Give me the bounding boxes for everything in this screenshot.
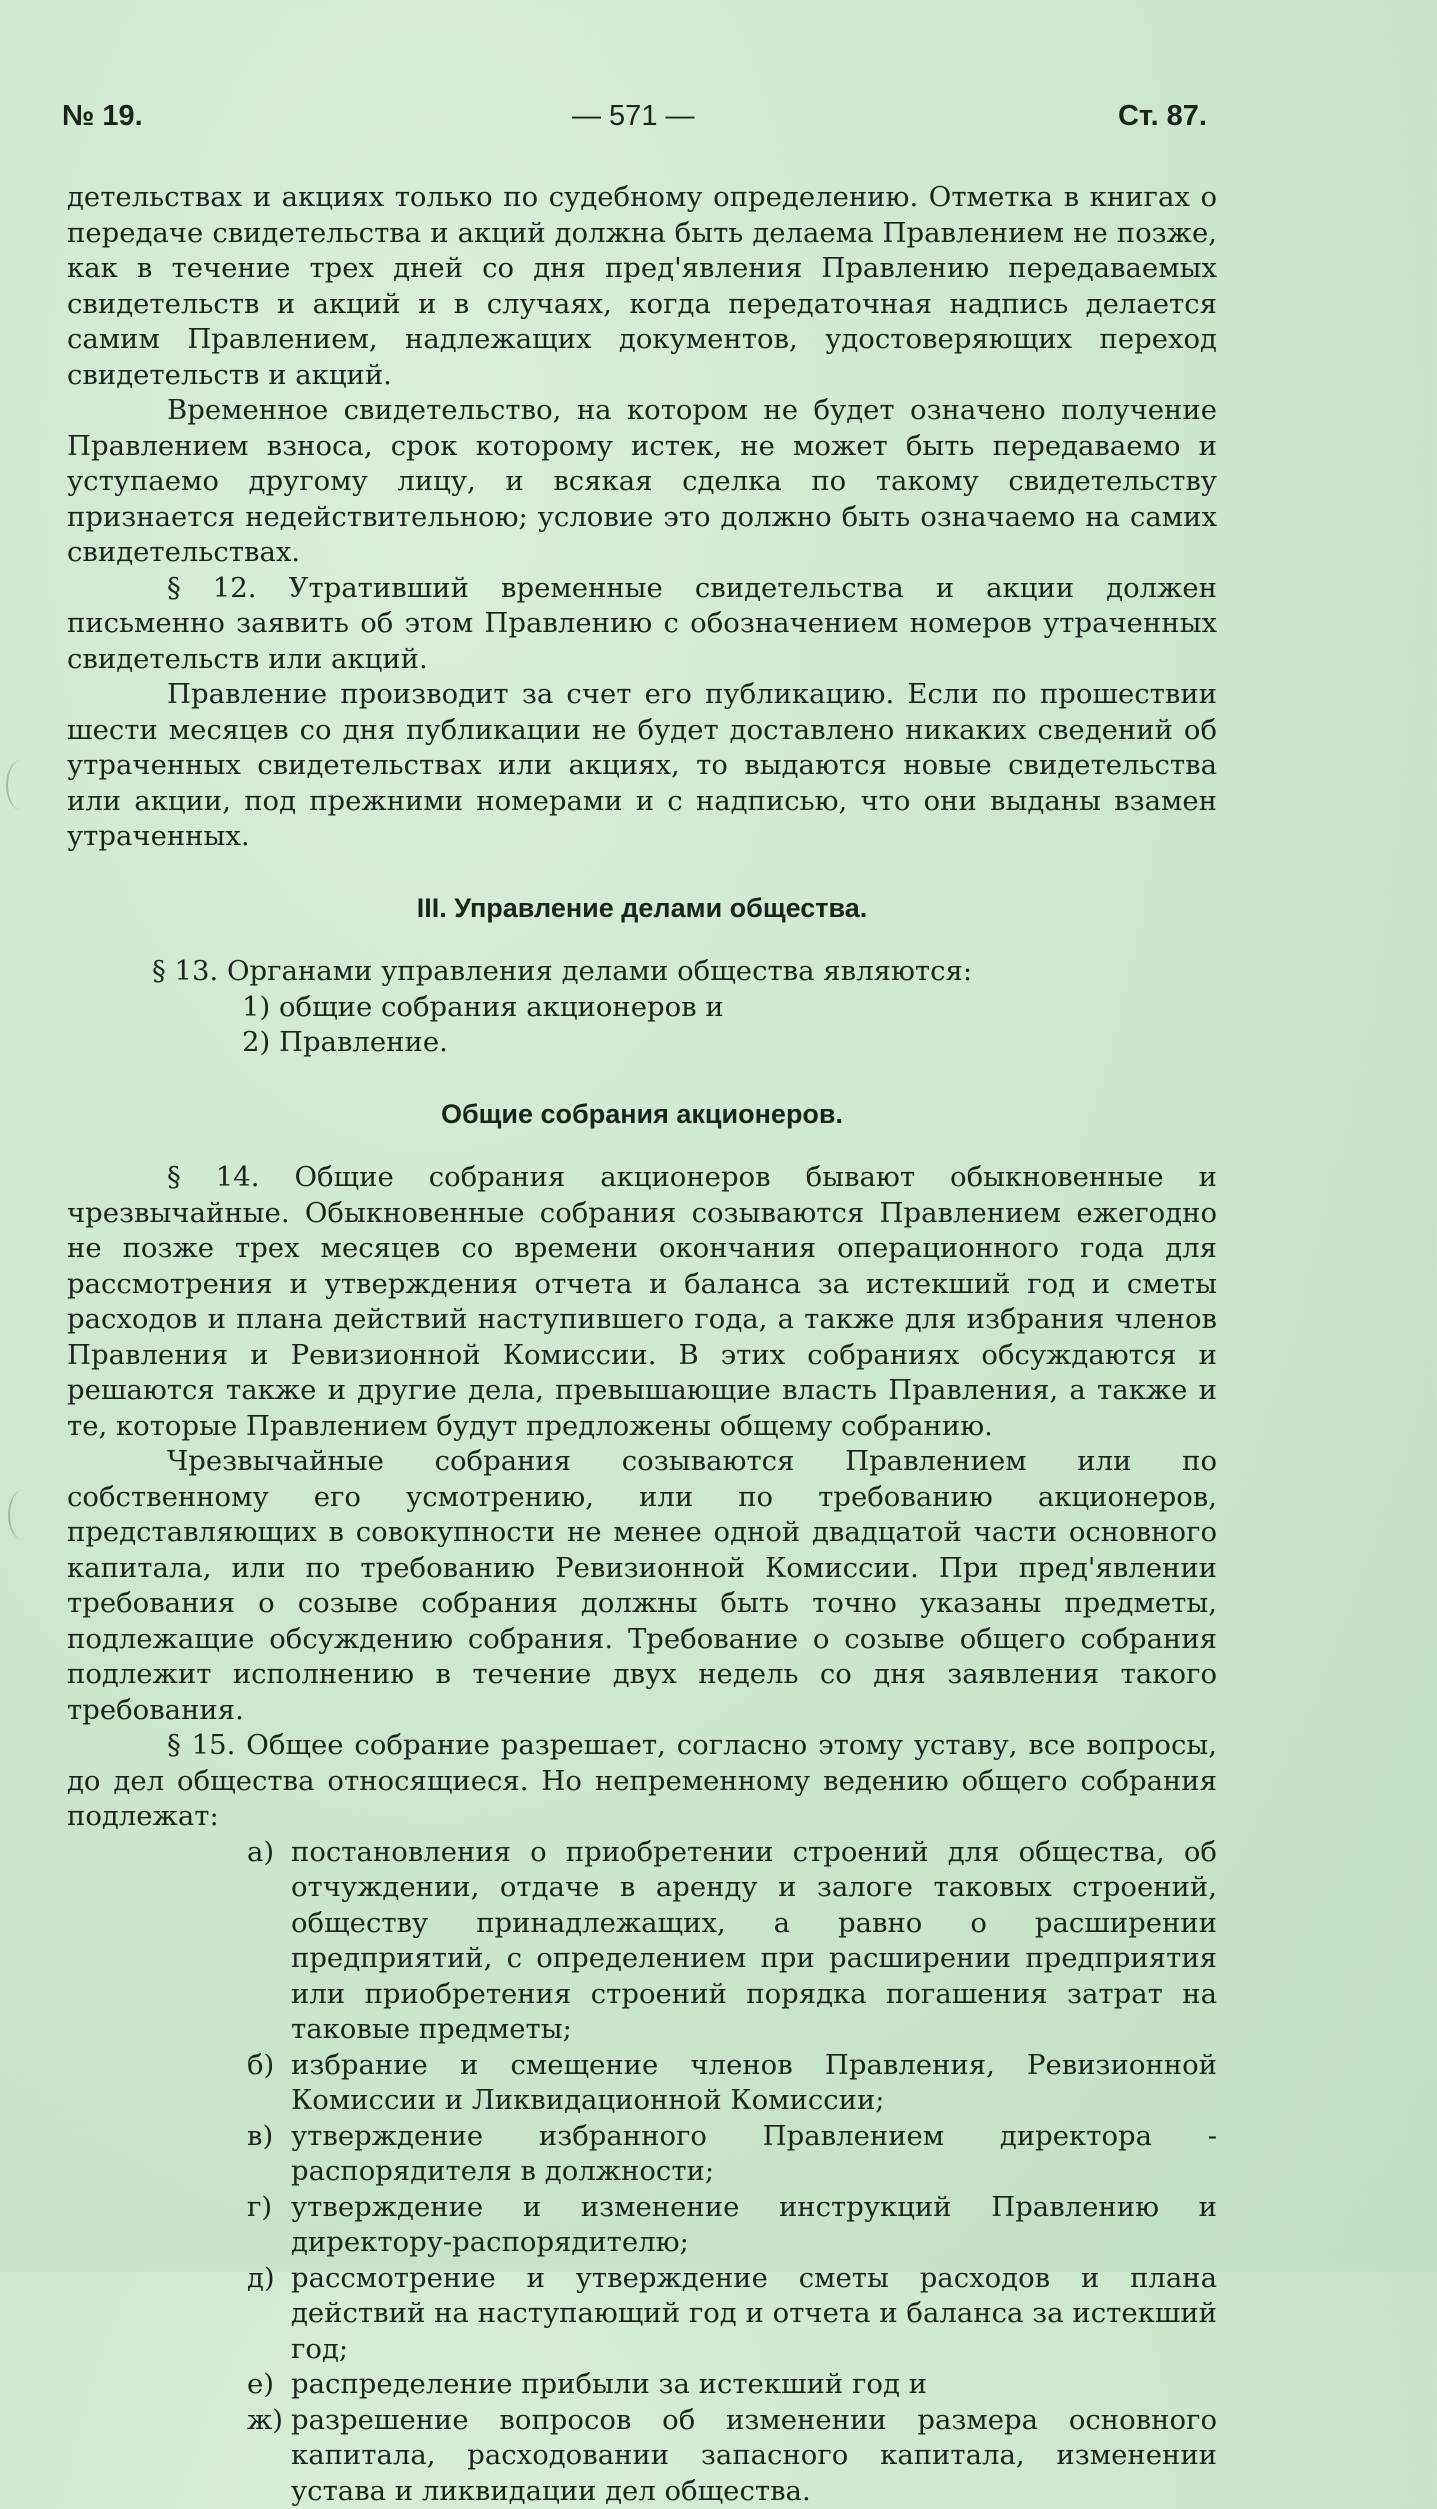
article-number: Ст. 87. (1118, 100, 1207, 133)
item-letter: е) (247, 2367, 291, 2403)
margin-mark (6, 760, 36, 810)
page-header (62, 100, 1207, 150)
list-item (247, 2048, 1217, 2119)
margin-mark (8, 1490, 38, 1540)
paragraph: Чрезвычайные собрания созываются Правлением или по собственному его усмотрению, или по требованию акционеров, представляющих в совокупности не менее одной двадцатой части основного капитала, или по требованию Ревизионной Комиссии. При пред'явлении требования о созыве собрания должны быть точно указаны предметы, подлежащие обсуждению собрания. Требование о созыве общего собрания подлежит исполнению в течение двух недель со дня заявления такого требования. (67, 1444, 1217, 1728)
list-item (247, 2119, 1217, 2190)
list-item (247, 2403, 1217, 2509)
item-letter: д) (247, 2261, 291, 2297)
list-item: 2) Правление. (242, 1025, 1217, 1061)
item-letter: ж) (247, 2403, 291, 2439)
page-number: — 571 — (572, 100, 695, 133)
organs-list (242, 990, 1217, 1061)
list-item (247, 2190, 1217, 2261)
item-letter: а) (247, 1835, 291, 1871)
paragraph-section-13: § 13. Органами управления делами общества являются: (67, 954, 1217, 990)
item-text: избрание и смещение членов Правления, Ревизионной Комиссии и Ликвидационной Комиссии; (291, 2048, 1217, 2119)
item-text: постановления о приобретении строений для общества, об отчуждении, отдаче в аренду и залоге таковых строений, обществу принадлежащих, а равно о расширении предприятий, с определением при расширении предприятия или приобретения строений порядка погашения затрат на таковые предметы; (291, 1835, 1217, 2048)
item-text: рассмотрение и утверждение сметы расходов и плана действий на наступающий год и отчета и баланса за истекший год; (291, 2261, 1217, 2368)
item-text: разрешение вопросов об изменении размера основного капитала, расходовании запасного капитала, изменении устава и ликвидации дел общества. (291, 2403, 1217, 2509)
item-text: распределение прибыли за истекший год и (291, 2367, 1217, 2403)
paragraph: Правление производит за счет его публикацию. Если по прошествии шести месяцев со дня публикации не будет доставлено никаких сведений об утраченных свидетельствах или акциях, то выдаются новые свидетельства или акции, под прежними номерами и с надписью, что они выданы взамен утраченных. (67, 677, 1217, 855)
paragraph-section-14: § 14. Общие собрания акционеров бывают обыкновенные и чрезвычайные. Обыкновенные собрания созываются Правлением ежегодно не позже трех месяцев со времени окончания операционного года для рассмотрения и утверждения отчета и баланса за истекший год и сметы расходов и плана действий наступившего года, а также для избрания членов Правления и Ревизионной Комиссии. В этих собраниях обсуждаются и решаются также и другие дела, превышающие власть Правления, а также и те, которые Правлением будут предложены общему собранию. (67, 1160, 1217, 1444)
paragraph-section-12: § 12. Утративший временные свидетельства и акции должен письменно заявить об этом Правлению с обозначением номеров утраченных свидетельств или акций. (67, 571, 1217, 678)
item-letter: б) (247, 2048, 291, 2084)
subsection-heading: Общие собрания акционеров. (67, 1097, 1217, 1133)
list-item: 1) общие собрания акционеров и (242, 990, 1217, 1026)
item-letter: г) (247, 2190, 291, 2226)
list-item (247, 2367, 1217, 2403)
paragraph: Временное свидетельство, на котором не будет означено получение Правлением взноса, срок которому истек, не может быть передаваемо и уступаемо другому лицу, и всякая сделка по такому свидетельству признается недействительною; условие это должно быть означаемо на самих свидетельствах. (67, 393, 1217, 571)
list-item (247, 2261, 1217, 2368)
paragraph-section-15: § 15. Общее собрание разрешает, согласно этому уставу, все вопросы, до дел общества относящиеся. Но непременному ведению общего собрания подлежат: (67, 1728, 1217, 1835)
competence-list (247, 1835, 1217, 2509)
issue-number: № 19. (62, 100, 143, 133)
item-text: утверждение избранного Правлением директора - распорядителя в должности; (291, 2119, 1217, 2190)
paragraph: детельствах и акциях только по судебному определению. Отметка в книгах о передаче свидетельства и акций должна быть делаема Правлением не позже, как в течение трех дней со дня пред'явления Правлению передаваемых свидетельств и акций и в случаях, когда передаточная надпись делается самим Правлением, надлежащих документов, удостоверяющих переход свидетельств и акций. (67, 180, 1217, 393)
item-text: утверждение и изменение инструкций Правлению и директору-распорядителю; (291, 2190, 1217, 2261)
item-letter: в) (247, 2119, 291, 2155)
document-body (67, 180, 1217, 2509)
section-heading: III. Управление делами общества. (67, 891, 1217, 927)
list-item (247, 1835, 1217, 2048)
